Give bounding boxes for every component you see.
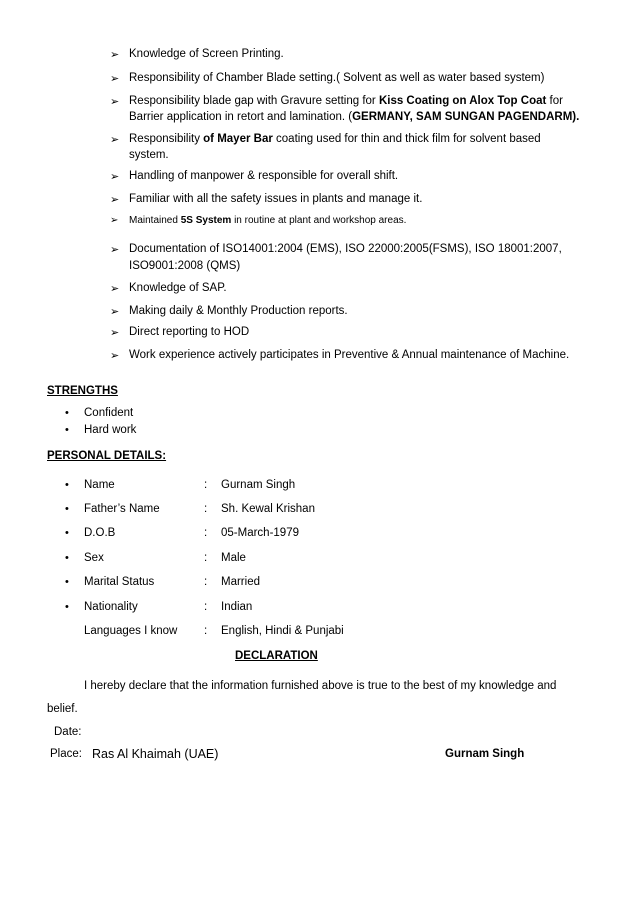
date-label: Date: bbox=[54, 726, 82, 738]
list-item: Familiar with all the safety issues in plants and manage it. bbox=[129, 193, 423, 205]
strength-item: Confident bbox=[84, 407, 134, 419]
arrow-bullet-icon: ➢ bbox=[110, 49, 120, 61]
list-item: Making daily & Monthly Production reports. bbox=[129, 305, 348, 317]
strength-item: Hard work bbox=[84, 424, 137, 436]
detail-label: Marital Status bbox=[84, 576, 155, 588]
declaration-heading: DECLARATION bbox=[235, 650, 318, 662]
detail-separator: : bbox=[204, 576, 208, 588]
bullet-icon: • bbox=[65, 601, 69, 613]
detail-label: Father’s Name bbox=[84, 503, 160, 515]
bullet-icon: • bbox=[65, 503, 69, 515]
arrow-bullet-icon: ➢ bbox=[110, 306, 120, 318]
detail-label: D.O.B bbox=[84, 527, 116, 539]
arrow-bullet-icon: ➢ bbox=[110, 194, 120, 206]
list-item: Maintained 5S System in routine at plant and workshop areas. bbox=[129, 215, 407, 226]
detail-label: Languages I know bbox=[84, 625, 178, 637]
list-item: Responsibility blade gap with Gravure setting for Kiss Coating on Alox Top Coat for bbox=[129, 95, 563, 107]
detail-separator: : bbox=[204, 527, 208, 539]
arrow-bullet-icon: ➢ bbox=[110, 215, 119, 226]
list-item: Documentation of ISO14001:2004 (EMS), ISO 22000:2005(FSMS), ISO 18001:2007, bbox=[129, 243, 562, 255]
declaration-text: I hereby declare that the information furnished above is true to the best of my knowledge and bbox=[84, 680, 557, 692]
arrow-bullet-icon: ➢ bbox=[110, 283, 120, 295]
arrow-bullet-icon: ➢ bbox=[110, 73, 120, 85]
detail-label: Name bbox=[84, 479, 115, 491]
arrow-bullet-icon: ➢ bbox=[110, 350, 120, 362]
bullet-icon: • bbox=[65, 407, 69, 419]
list-item: Knowledge of SAP. bbox=[129, 282, 227, 294]
bullet-icon: • bbox=[65, 576, 69, 588]
list-item-continuation: system. bbox=[129, 149, 169, 161]
place-label: Place: bbox=[50, 748, 82, 760]
list-item: Responsibility of Chamber Blade setting.( Solvent as well as water based system) bbox=[129, 72, 545, 84]
detail-value: Gurnam Singh bbox=[221, 479, 296, 491]
arrow-bullet-icon: ➢ bbox=[110, 134, 120, 146]
detail-value: English, Hindi & Punjabi bbox=[221, 625, 344, 637]
list-item: Direct reporting to HOD bbox=[129, 326, 250, 338]
detail-separator: : bbox=[204, 479, 208, 491]
detail-label: Nationality bbox=[84, 601, 138, 613]
detail-separator: : bbox=[204, 552, 208, 564]
list-item-continuation: ISO9001:2008 (QMS) bbox=[129, 260, 241, 272]
list-item: Handling of manpower & responsible for overall shift. bbox=[129, 170, 399, 182]
detail-separator: : bbox=[204, 503, 208, 515]
detail-separator: : bbox=[204, 625, 208, 637]
arrow-bullet-icon: ➢ bbox=[110, 96, 120, 108]
place-value: Ras Al Khaimah (UAE) bbox=[92, 747, 219, 761]
detail-value: Indian bbox=[221, 601, 253, 613]
arrow-bullet-icon: ➢ bbox=[110, 244, 120, 256]
bullet-icon: • bbox=[65, 527, 69, 539]
detail-value: Married bbox=[221, 576, 260, 588]
detail-value: 05-March-1979 bbox=[221, 527, 299, 539]
bullet-icon: • bbox=[65, 552, 69, 564]
list-item: Work experience actively participates in Preventive & Annual maintenance of Machine. bbox=[129, 349, 570, 361]
signature-name: Gurnam Singh bbox=[445, 748, 525, 760]
strengths-heading: STRENGTHS bbox=[47, 385, 118, 397]
arrow-bullet-icon: ➢ bbox=[110, 327, 120, 339]
detail-value: Sh. Kewal Krishan bbox=[221, 503, 315, 515]
bullet-icon: • bbox=[65, 424, 69, 436]
personal-details-heading: PERSONAL DETAILS: bbox=[47, 450, 167, 462]
detail-label: Sex bbox=[84, 552, 104, 564]
list-item: Responsibility of Mayer Bar coating used for thin and thick film for solvent based bbox=[129, 133, 541, 145]
bullet-icon: • bbox=[65, 479, 69, 491]
arrow-bullet-icon: ➢ bbox=[110, 171, 120, 183]
declaration-text-continuation: belief. bbox=[47, 703, 78, 715]
detail-separator: : bbox=[204, 601, 208, 613]
list-item: Knowledge of Screen Printing. bbox=[129, 48, 284, 60]
list-item-continuation: Barrier application in retort and lamination. (GERMANY, SAM SUNGAN PAGENDARM). bbox=[129, 111, 580, 123]
detail-value: Male bbox=[221, 552, 246, 564]
